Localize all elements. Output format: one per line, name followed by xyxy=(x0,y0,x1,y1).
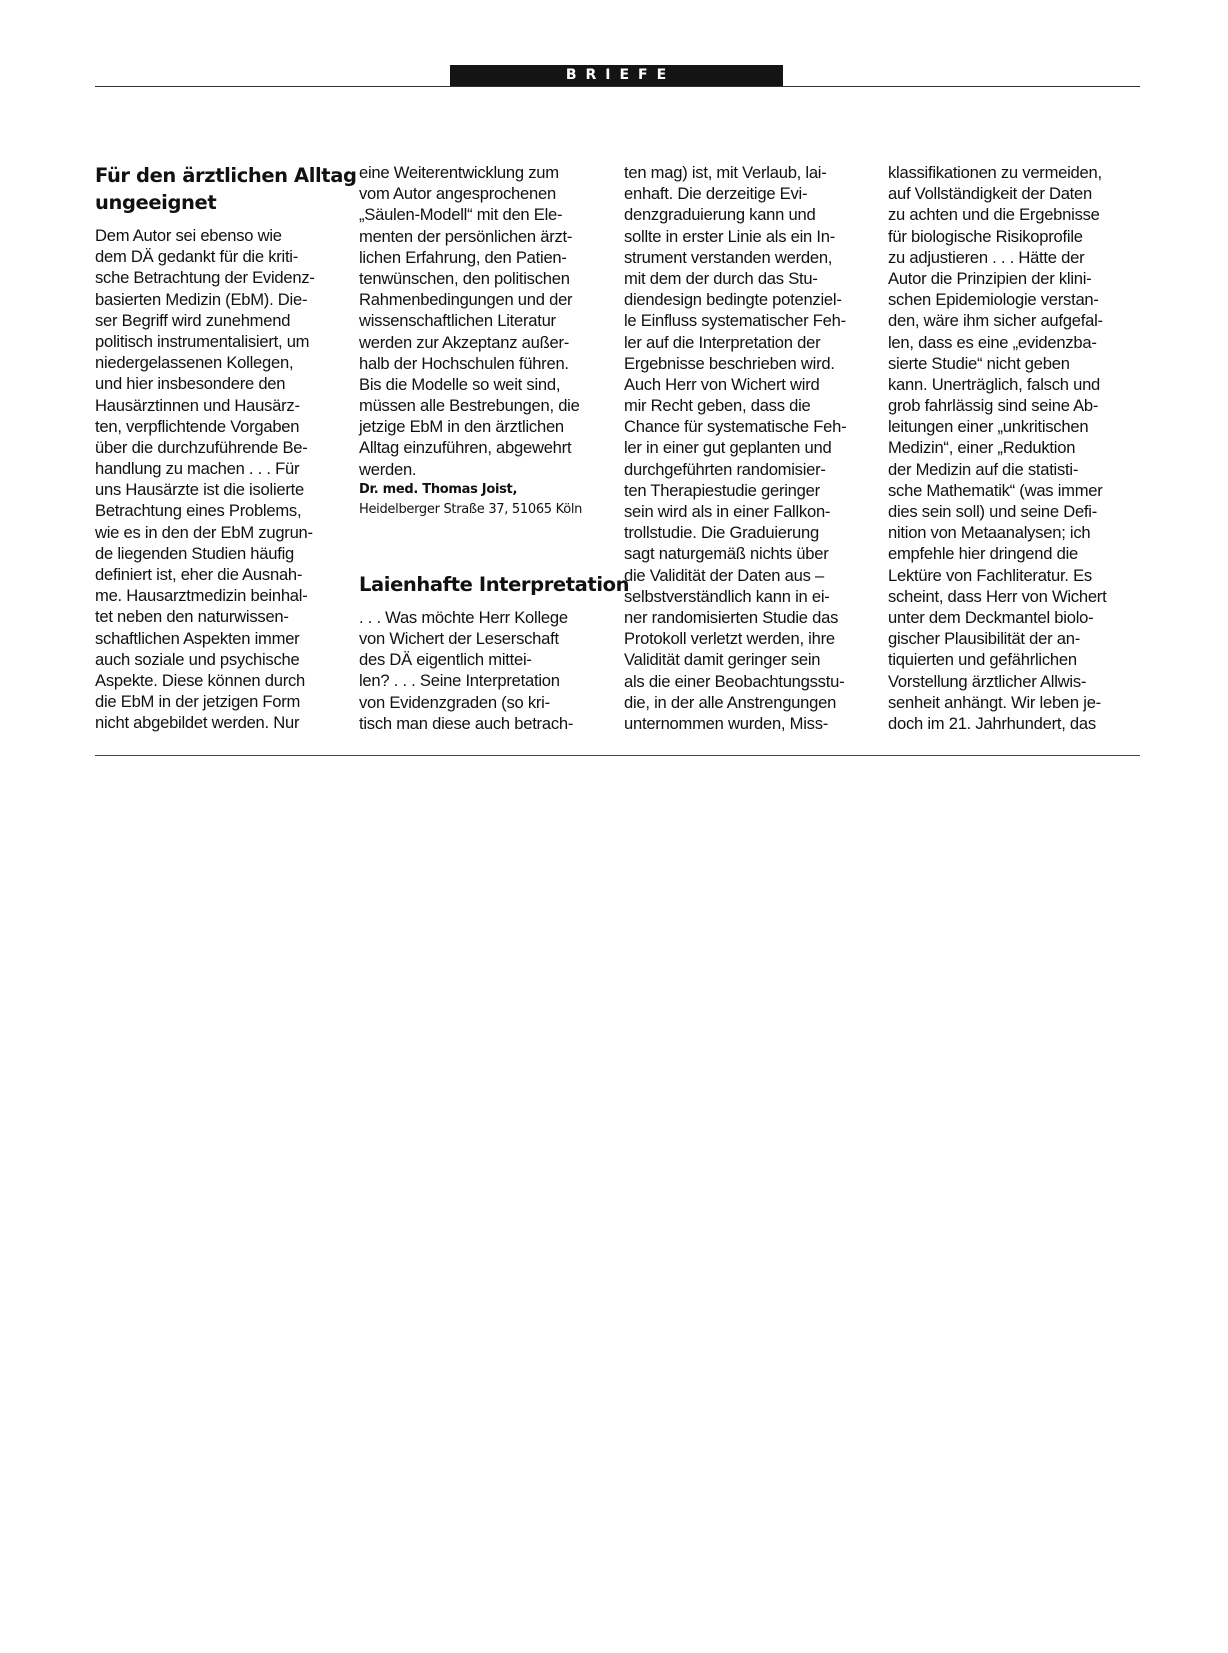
text-line: tisch man diese auch betrach- xyxy=(359,713,574,733)
text-line: le Einfluss systematischer Feh- xyxy=(624,311,846,331)
text-line: scheint, dass Herr von Wichert xyxy=(888,586,1107,606)
text-line: ser Begriff wird zunehmend xyxy=(95,310,291,330)
text-line: die, in der alle Anstrengungen xyxy=(624,692,837,712)
text-line: denzgraduierung kann und xyxy=(624,205,816,225)
bottom-rule xyxy=(95,755,1140,756)
text-line: Lektüre von Fachliteratur. Es xyxy=(888,565,1092,585)
text-line: zu adjustieren . . . Hätte der xyxy=(888,247,1085,267)
text-line: die Validität der Daten aus – xyxy=(624,565,824,585)
section-label: BRIEFE xyxy=(565,67,676,83)
text-line: . . . Was möchte Herr Kollege xyxy=(359,607,568,627)
text-line: jetzige EbM in den ärztlichen xyxy=(359,417,564,437)
text-line: sche Betrachtung der Evidenz- xyxy=(95,268,315,288)
text-line: grob fahrlässig sind seine Ab- xyxy=(888,396,1099,416)
text-line: und hier insbesondere den xyxy=(95,374,286,394)
text-line: Hausärztinnen und Hausärz- xyxy=(95,395,300,415)
letter2-body-part3 xyxy=(888,162,1141,734)
text-line: Protokoll verletzt werden, ihre xyxy=(624,629,835,649)
text-line: nicht abgebildet werden. Nur xyxy=(95,713,300,733)
text-line: basierten Medizin (EbM). Die- xyxy=(95,289,308,309)
column-2 xyxy=(359,162,630,734)
text-line: Chance für systematische Feh- xyxy=(624,417,847,437)
text-line: len, dass es eine „evidenzba- xyxy=(888,332,1097,352)
text-line: ler auf die Interpretation der xyxy=(624,332,821,352)
column-4 xyxy=(888,162,1141,734)
text-line: ten, verpflichtende Vorgaben xyxy=(95,416,300,436)
text-line: halb der Hochschulen führen. xyxy=(359,353,569,373)
text-line: len? . . . Seine Interpretation xyxy=(359,671,560,691)
text-line: enhaft. Die derzeitige Evi- xyxy=(624,184,808,204)
letter1-author-name: Dr. med. Thomas Joist, xyxy=(359,481,518,497)
text-line: Medizin“, einer „Reduktion xyxy=(888,438,1076,458)
text-line: sein wird als in einer Fallkon- xyxy=(624,502,831,521)
text-line: den, wäre ihm sicher aufgefal- xyxy=(888,311,1103,331)
text-line: me. Hausarztmedizin beinhal- xyxy=(95,586,308,606)
text-line: empfehle hier dringend die xyxy=(888,544,1078,564)
text-line: für biologische Risikoprofile xyxy=(888,226,1083,246)
section-header-tab xyxy=(450,65,783,86)
text-line: niedergelassenen Kollegen, xyxy=(95,353,294,373)
text-line: uns Hausärzte ist die isolierte xyxy=(95,480,304,500)
text-line: eine Weiterentwicklung zum xyxy=(359,163,559,182)
text-line: der Medizin auf die statisti- xyxy=(888,459,1079,479)
letter1-body-part1 xyxy=(95,225,348,734)
text-line: Aspekte. Diese können durch xyxy=(95,670,306,690)
text-line: müssen alle Bestrebungen, die xyxy=(359,396,580,416)
text-line: unternommen wurden, Miss- xyxy=(624,713,829,733)
text-line: Autor die Prinzipien der klini- xyxy=(888,268,1092,288)
text-line: tenwünschen, den politischen xyxy=(359,268,570,288)
text-line: des DÄ eigentlich mittei- xyxy=(359,650,532,670)
text-line: sche Mathematik“ (was immer xyxy=(888,480,1103,500)
text-line: Auch Herr von Wichert wird xyxy=(624,374,820,394)
letter2-body-part2 xyxy=(624,162,877,734)
letter2-body-part1 xyxy=(359,607,612,734)
column-3 xyxy=(624,162,877,734)
letter1-title xyxy=(95,162,357,216)
text-line: über die durchzuführende Be- xyxy=(95,437,308,457)
text-line: von Evidenzgraden (so kri- xyxy=(359,692,550,712)
text-line: ner randomisierten Studie das xyxy=(624,607,839,627)
text-line: unter dem Deckmantel biolo- xyxy=(888,607,1094,627)
text-line: als die einer Beobachtungsstu- xyxy=(624,671,845,691)
text-line: wissenschaftlichen Literatur xyxy=(359,311,556,331)
text-line: menten der persönlichen ärzt- xyxy=(359,226,573,246)
text-line: tiquierten und gefährlichen xyxy=(888,650,1077,670)
text-line: Dem Autor sei ebenso wie xyxy=(95,226,282,245)
text-line: werden zur Akzeptanz außer- xyxy=(359,332,569,352)
text-line: trollstudie. Die Graduierung xyxy=(624,523,819,543)
text-line: kann. Unerträglich, falsch und xyxy=(888,374,1101,394)
text-line: leitungen einer „unkritischen xyxy=(888,417,1089,437)
text-line: auf Vollständigkeit der Daten xyxy=(888,184,1092,204)
text-line: doch im 21. Jahrhundert, das xyxy=(888,713,1096,733)
letter1-title-line: Für den ärztlichen Alltag xyxy=(95,164,357,187)
text-line: ten Therapiestudie geringer xyxy=(624,480,820,500)
text-line: Alltag einzuführen, abgewehrt xyxy=(359,438,572,458)
letter1-body-part2 xyxy=(359,162,612,480)
text-line: wie es in den der EbM zugrun- xyxy=(95,522,313,542)
text-line: gischer Plausibilität der an- xyxy=(888,629,1080,649)
text-line: Bis die Modelle so weit sind, xyxy=(359,374,561,394)
text-line: sollte in erster Linie als ein In- xyxy=(624,226,836,246)
text-line: dies sein soll) und seine Defi- xyxy=(888,502,1097,521)
text-line: tet neben den naturwissen- xyxy=(95,607,289,627)
text-line: Betrachtung eines Problems, xyxy=(95,501,302,521)
text-line: schaftlichen Aspekten immer xyxy=(95,628,300,648)
text-line: Rahmenbedingungen und der xyxy=(359,290,573,310)
text-line: nition von Metaanalysen; ich xyxy=(888,523,1091,543)
text-line: zu achten und die Ergebnisse xyxy=(888,205,1100,225)
text-line: schen Epidemiologie verstan- xyxy=(888,290,1099,310)
text-line: die EbM in der jetzigen Form xyxy=(95,692,301,712)
text-line: mir Recht geben, dass die xyxy=(624,396,811,416)
text-line: werden. xyxy=(359,459,417,479)
text-line: „Säulen-Modell“ mit den Ele- xyxy=(359,205,563,225)
text-line: klassifikationen zu vermeiden, xyxy=(888,163,1102,182)
text-line: handlung zu machen . . . Für xyxy=(95,459,300,479)
text-line: senheit anhängt. Wir leben je- xyxy=(888,692,1101,712)
text-line: de liegenden Studien häufig xyxy=(95,543,295,563)
text-line: diendesign bedingte potenziel- xyxy=(624,290,842,310)
letter2-title: Laienhafte Interpretation xyxy=(359,572,630,596)
text-line: ler in einer gut geplanten und xyxy=(624,438,832,458)
letter1-title-line: ungeeignet xyxy=(95,191,217,214)
letter1-author-address: Heidelberger Straße 37, 51065 Köln xyxy=(359,501,583,517)
text-line: mit dem der durch das Stu- xyxy=(624,268,818,288)
text-line: auch soziale und psychische xyxy=(95,649,300,669)
text-line: sagt naturgemäß nichts über xyxy=(624,544,829,564)
text-line: strument verstanden werden, xyxy=(624,247,833,267)
text-line: von Wichert der Leserschaft xyxy=(359,629,559,648)
text-line: selbstverständlich kann in ei- xyxy=(624,586,830,606)
column-1 xyxy=(95,162,357,734)
text-line: lichen Erfahrung, den Patien- xyxy=(359,247,567,267)
text-line: sierte Studie“ nicht geben xyxy=(888,353,1070,373)
text-line: ten mag) ist, mit Verlaub, lai- xyxy=(624,163,827,182)
header-rule xyxy=(95,86,1140,87)
text-line: Vorstellung ärztlicher Allwis- xyxy=(888,671,1087,691)
text-line: vom Autor angesprochenen xyxy=(359,184,556,204)
text-line: durchgeführten randomisier- xyxy=(624,459,826,479)
text-line: Ergebnisse beschrieben wird. xyxy=(624,353,835,373)
text-line: dem DÄ gedankt für die kriti- xyxy=(95,247,299,267)
text-line: politisch instrumentalisiert, um xyxy=(95,331,310,351)
text-line: definiert ist, eher die Ausnah- xyxy=(95,565,303,584)
text-line: Validität damit geringer sein xyxy=(624,650,821,670)
